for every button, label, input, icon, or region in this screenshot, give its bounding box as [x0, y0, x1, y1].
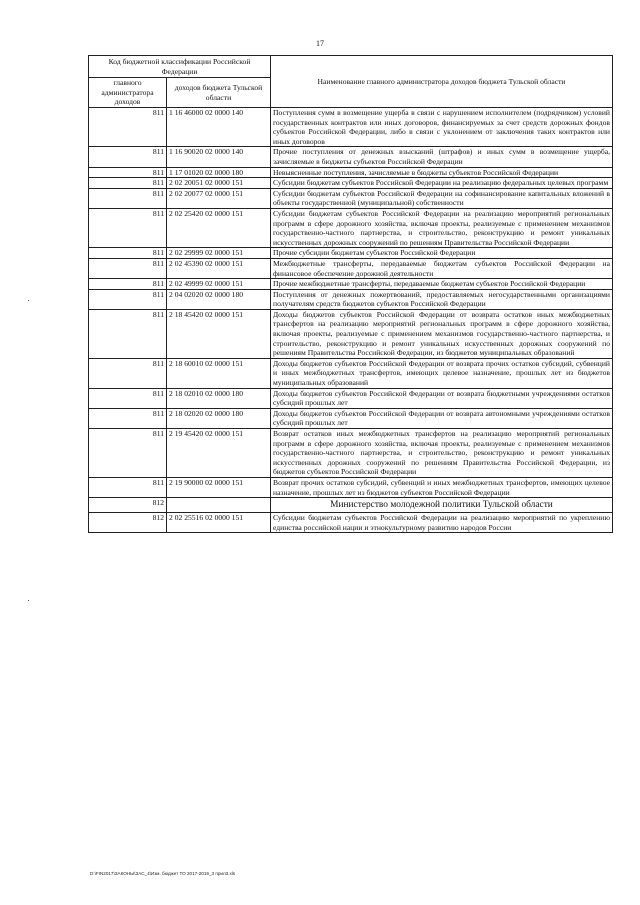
header-revenue-code: доходов бюджета Тульской области: [167, 78, 271, 108]
admin-code-cell: 811: [89, 408, 167, 428]
revenue-code-cell: 2 19 45420 02 0000 151: [167, 429, 271, 478]
table-row: [89, 513, 613, 533]
revenue-name-cell: Субсидии бюджетам субъектов Российской Федерации на реализацию мероприятий по укреплению единства российской нации и этнокультурному развитию народов России: [271, 513, 613, 533]
admin-code-cell: 811: [89, 208, 167, 247]
table-row: [89, 388, 613, 408]
header-classification-code: Код бюджетной классификации Российской Федерации: [89, 56, 271, 78]
table-row: [89, 289, 613, 309]
margin-mark: [28, 300, 29, 301]
revenue-code-cell: 2 02 25516 02 0000 151: [167, 513, 271, 533]
revenue-administrators-table: [88, 55, 613, 533]
table-row: [89, 188, 613, 208]
revenue-name-cell: Возврат прочих остатков субсидий, субвенций и иных межбюджетных трансфертов, имеющих целевое назначение, прошлых лет из бюджетов субъектов Российской Федерации: [271, 477, 613, 497]
revenue-name-cell: Прочие межбюджетные трансферты, передаваемые бюджетам субъектов Российской Федерации: [271, 279, 613, 290]
admin-code-cell: 811: [89, 258, 167, 278]
admin-code-cell: 811: [89, 429, 167, 478]
table-row: [89, 279, 613, 290]
revenue-code-cell: 1 16 90020 02 0000 140: [167, 147, 271, 167]
revenue-name-cell: Межбюджетные трансферты, передаваемые бюджетам субъектов Российской Федерации на финансовое обеспечение дорожной деятельности: [271, 258, 613, 278]
admin-code-cell: 811: [89, 108, 167, 147]
file-path-footer: D:\FIN2017\ЗАКОНЫ\ЗАС_4\Изм. бюджет ТО 2017-2019_3 прил3.xls: [90, 871, 236, 876]
revenue-name-cell: Поступления от денежных пожертвований, предоставляемых негосударственными организациями получателям средств бюджетов субъектов Российской Федерации: [271, 289, 613, 309]
admin-code-cell: 811: [89, 388, 167, 408]
table-row: [89, 309, 613, 358]
revenue-code-cell: 2 02 45390 02 0000 151: [167, 258, 271, 278]
admin-code-cell: 811: [89, 309, 167, 358]
admin-code-cell: 812: [89, 498, 167, 513]
header-administrator-name: Наименование главного администратора доходов бюджета Тульской области: [271, 56, 613, 108]
admin-code-cell: 811: [89, 178, 167, 189]
table-row: [89, 429, 613, 478]
revenue-name-cell: Возврат остатков иных межбюджетных трансфертов на реализацию мероприятий региональных программ в сфере дорожного хозяйства, включая проекты, реализуемые с применением механизмов государственно-частного партнерства, и строительство, реконструкцию и ремонт уникальных искусственных дорожных сооружений по решениям Правительства Российской Федерации, из бюджетов субъектов Российской Федерации: [271, 429, 613, 478]
revenue-code-cell: 1 17 01020 02 0000 180: [167, 167, 271, 178]
revenue-code-cell: 2 04 02020 02 0000 180: [167, 289, 271, 309]
table-row: [89, 358, 613, 388]
admin-code-cell: 811: [89, 147, 167, 167]
revenue-code-cell: 2 18 02020 02 0000 180: [167, 408, 271, 428]
revenue-name-cell: Субсидии бюджетам субъектов Российской Федерации на софинансирование капитальных вложений в объекты государственной (муниципальной) собственности: [271, 188, 613, 208]
admin-code-cell: 811: [89, 279, 167, 290]
revenue-code-cell: 2 02 25420 02 0000 151: [167, 208, 271, 247]
revenue-name-cell: Министерство молодежной политики Тульской области: [271, 498, 613, 513]
section-row: [89, 498, 613, 513]
admin-code-cell: 811: [89, 248, 167, 259]
revenue-name-cell: Прочие субсидии бюджетам субъектов Российской Федерации: [271, 248, 613, 259]
revenue-name-cell: Прочие поступления от денежных взысканий (штрафов) и иных сумм в возмещение ущерба, зачисляемые в бюджеты субъектов Российской Федерации: [271, 147, 613, 167]
admin-code-cell: 811: [89, 167, 167, 178]
revenue-name-cell: Доходы бюджетов субъектов Российской Федерации от возврата автономными учреждениями остатков субсидий прошлых лет: [271, 408, 613, 428]
revenue-name-cell: Доходы бюджетов субъектов Российской Федерации от возврата прочих остатков субсидий, субвенций и иных межбюджетных трансфертов, имеющих целевое назначение, прошлых лет из бюджетов муниципальных образований: [271, 358, 613, 388]
revenue-code-cell: 2 19 90000 02 0000 151: [167, 477, 271, 497]
revenue-name-cell: Доходы бюджетов субъектов Российской Федерации от возврата бюджетными учреждениями остатков субсидий прошлых лет: [271, 388, 613, 408]
table-row: [89, 477, 613, 497]
revenue-code-cell: 2 02 49999 02 0000 151: [167, 279, 271, 290]
table-header: [89, 56, 613, 108]
header-main-administrator: главного администратора доходов: [89, 78, 167, 108]
revenue-name-cell: Доходы бюджетов субъектов Российской Федерации от возврата остатков иных межбюджетных трансфертов на реализацию мероприятий региональных программ в сфере дорожного хозяйства, включая проекты, реализуемые с применением механизмов государственно-частного партнерства, и строительство, реконструкцию и ремонт уникальных искусственных дорожных сооружений по решениям Правительства Российской Федерации, из бюджетов муниципальных образований: [271, 309, 613, 358]
revenue-name-cell: Поступления сумм в возмещение ущерба в связи с нарушением исполнителем (подрядчиком) условий государственных контрактов или иных договоров, финансируемых за счет средств дорожных фондов субъектов Российской Федерации, либо в связи с уклонением от заключения таких контрактов или иных договоров: [271, 108, 613, 147]
revenue-code-cell: 2 02 20051 02 0000 151: [167, 178, 271, 189]
revenue-code-cell: [167, 498, 271, 513]
table-body: [89, 108, 613, 533]
table-row: [89, 208, 613, 247]
revenue-code-cell: 2 18 02010 02 0000 180: [167, 388, 271, 408]
revenue-code-cell: 1 16 46000 02 0000 140: [167, 108, 271, 147]
revenue-code-cell: 2 18 60010 02 0000 151: [167, 358, 271, 388]
table-row: [89, 248, 613, 259]
admin-code-cell: 811: [89, 188, 167, 208]
table-row: [89, 147, 613, 167]
revenue-name-cell: Субсидии бюджетам субъектов Российской Федерации на реализацию федеральных целевых программ: [271, 178, 613, 189]
admin-code-cell: 811: [89, 358, 167, 388]
admin-code-cell: 811: [89, 289, 167, 309]
table-row: [89, 108, 613, 147]
revenue-code-cell: 2 02 29999 02 0000 151: [167, 248, 271, 259]
table-row: [89, 178, 613, 189]
revenue-code-cell: 2 18 45420 02 0000 151: [167, 309, 271, 358]
admin-code-cell: 812: [89, 513, 167, 533]
table-row: [89, 258, 613, 278]
table-row: [89, 167, 613, 178]
table-row: [89, 408, 613, 428]
page-number: 17: [316, 39, 324, 48]
revenue-code-cell: 2 02 20077 02 0000 151: [167, 188, 271, 208]
margin-mark: [28, 600, 29, 601]
revenue-name-cell: Субсидии бюджетам субъектов Российской Федерации на реализацию мероприятий региональных программ в сфере дорожного хозяйства, включая проекты, реализуемые с применением механизмов государственно-частного партнерства, и строительство, реконструкцию и ремонт уникальных искусственных дорожных сооружений по решениям Правительства Российской Федерации: [271, 208, 613, 247]
revenue-name-cell: Невыясненные поступления, зачисляемые в бюджеты субъектов Российской Федерации: [271, 167, 613, 178]
admin-code-cell: 811: [89, 477, 167, 497]
